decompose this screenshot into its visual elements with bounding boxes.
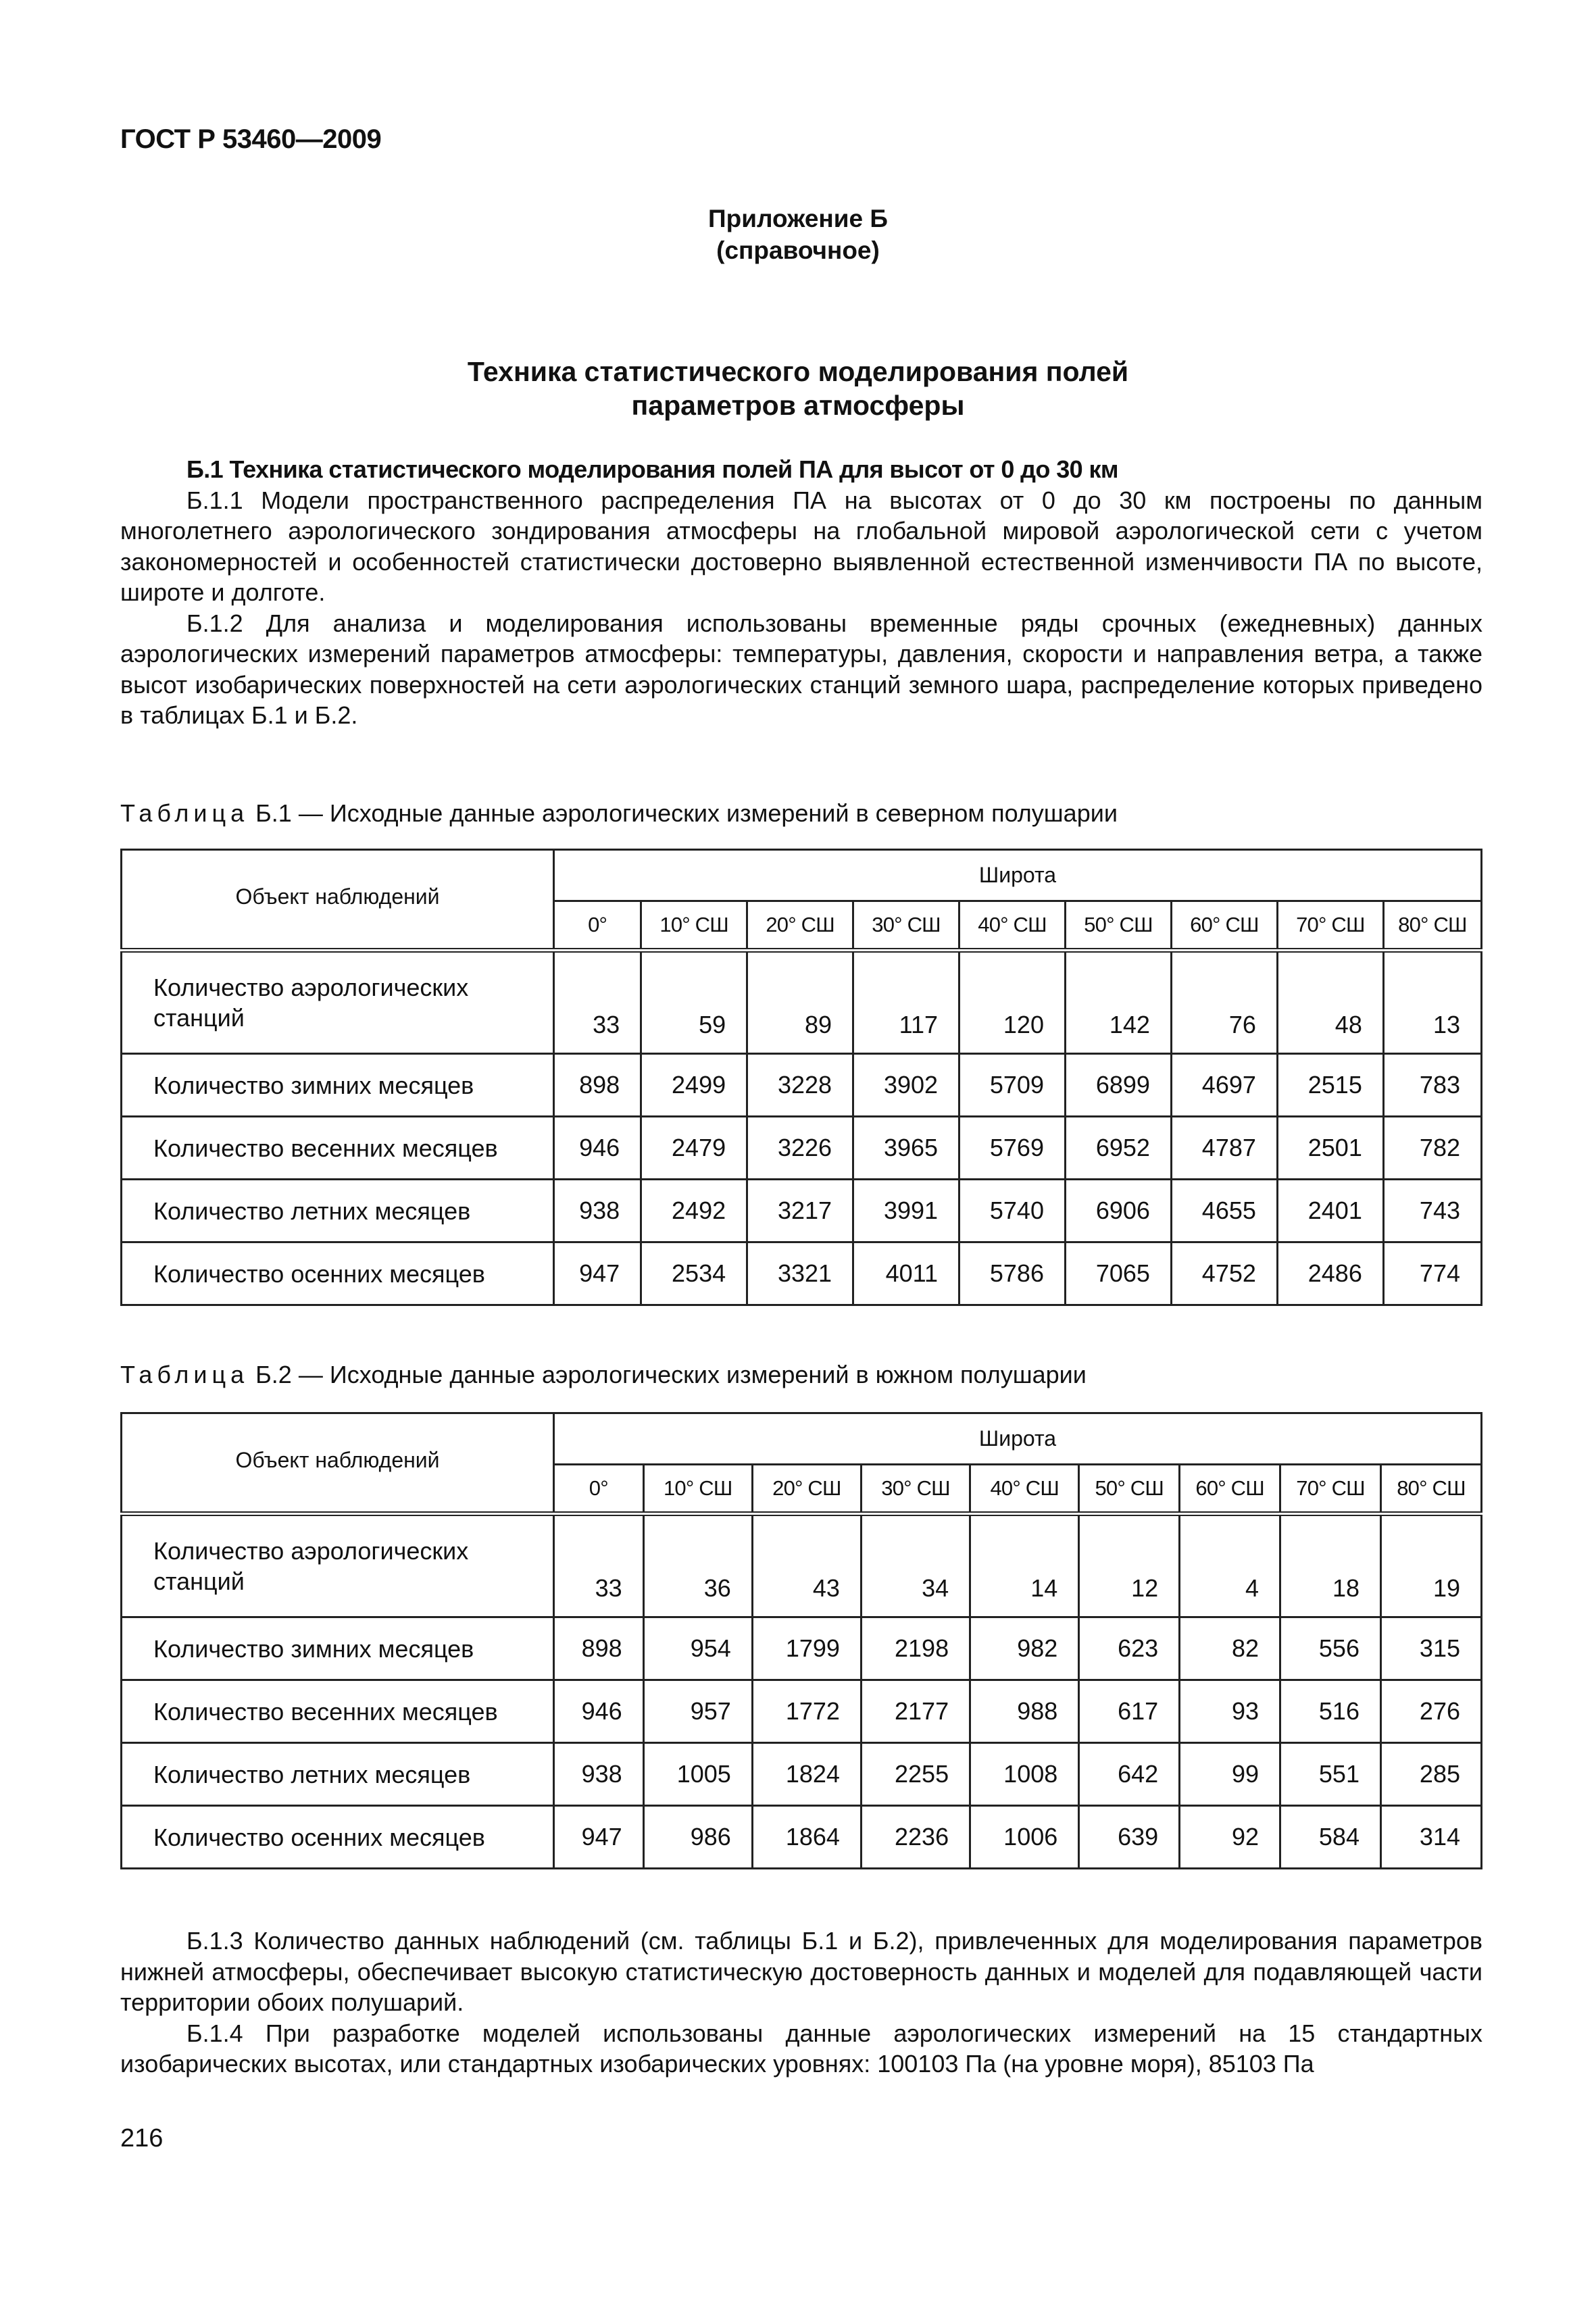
data-table-south xyxy=(120,1412,1482,1869)
row-label xyxy=(122,1514,554,1617)
latitude-header: 30° СШ xyxy=(853,901,959,951)
table-cell: 3991 xyxy=(853,1180,959,1242)
table-cell: 3228 xyxy=(747,1054,853,1117)
latitude-header: 60° СШ xyxy=(1180,1465,1280,1514)
table-cell: 3226 xyxy=(747,1117,853,1180)
table-cell: 48 xyxy=(1277,951,1383,1054)
table-cell: 743 xyxy=(1383,1180,1481,1242)
table-caption-word: Таблица xyxy=(120,1361,249,1388)
object-column-header: Объект наблюдений xyxy=(122,1413,554,1514)
table-cell: 946 xyxy=(554,1117,641,1180)
table-cell: 2479 xyxy=(641,1117,747,1180)
row-label: Количество зимних месяцев xyxy=(122,1054,554,1117)
table-cell: 314 xyxy=(1380,1806,1481,1869)
section-b1-continued xyxy=(120,1926,1482,2080)
table-cell: 4752 xyxy=(1171,1242,1277,1305)
table-cell: 988 xyxy=(970,1680,1079,1743)
data-table-north xyxy=(120,849,1482,1306)
table-cell: 142 xyxy=(1065,951,1171,1054)
table-row xyxy=(122,1514,1482,1617)
table-cell: 13 xyxy=(1383,951,1481,1054)
row-label-line: Количество аэрологических xyxy=(153,974,469,1001)
row-label-line: станций xyxy=(153,1567,245,1595)
table-cell: 33 xyxy=(554,951,641,1054)
table-caption-word: Таблица xyxy=(120,799,249,827)
table-cell: 2534 xyxy=(641,1242,747,1305)
table-cell: 82 xyxy=(1180,1617,1280,1680)
table-cell: 898 xyxy=(554,1054,641,1117)
table-cell: 99 xyxy=(1180,1743,1280,1806)
table-cell: 639 xyxy=(1079,1806,1180,1869)
table-row xyxy=(122,1806,1482,1869)
table-cell: 946 xyxy=(554,1680,644,1743)
paragraph-b1-4: Б.1.4 При разработке моделей использованы данные аэрологических измерений на 15 стандартных изобарических высотах, или стандартных изобарических уровнях: 100103 Па (на уровне моря), 85103 Па xyxy=(120,2019,1482,2078)
table-cell: 957 xyxy=(643,1680,752,1743)
table-cell: 982 xyxy=(970,1617,1079,1680)
table-cell: 1006 xyxy=(970,1806,1079,1869)
row-label: Количество зимних месяцев xyxy=(122,1617,554,1680)
row-label: Количество осенних месяцев xyxy=(122,1242,554,1305)
table-caption xyxy=(120,1360,1087,1390)
row-label: Количество весенних месяцев xyxy=(122,1680,554,1743)
table-cell: 2486 xyxy=(1277,1242,1383,1305)
row-label: Количество весенних месяцев xyxy=(122,1117,554,1180)
table-cell: 1772 xyxy=(752,1680,861,1743)
latitude-header: 50° СШ xyxy=(1079,1465,1180,1514)
table-cell: 2177 xyxy=(861,1680,970,1743)
annex-title-line-2: параметров атмосферы xyxy=(631,390,965,421)
paragraph-b1-2: Б.1.2 Для анализа и моделирования использованы временные ряды срочных (ежедневных) данных аэрологических измерений параметров атмосферы: температуры, давления, скорости и направления ветра, а также высот изобарических поверхностей на сети аэрологических станций земного шара, распределение которых приведено в таблицах Б.1 и Б.2. xyxy=(120,609,1482,729)
table-cell: 1824 xyxy=(752,1743,861,1806)
section-heading: Б.1 Техника статистического моделирования полей ПА для высот от 0 до 30 км xyxy=(186,455,1118,483)
table-cell: 7065 xyxy=(1065,1242,1171,1305)
table-cell: 954 xyxy=(643,1617,752,1680)
table-cell: 43 xyxy=(752,1514,861,1617)
table-cell: 516 xyxy=(1280,1680,1381,1743)
table-cell: 5786 xyxy=(959,1242,1066,1305)
latitude-group-header: Широта xyxy=(554,1413,1482,1465)
table-cell: 584 xyxy=(1280,1806,1381,1869)
latitude-group-header: Широта xyxy=(554,850,1482,901)
table-cell: 92 xyxy=(1180,1806,1280,1869)
row-label: Количество осенних месяцев xyxy=(122,1806,554,1869)
table-row xyxy=(122,1054,1482,1117)
table-caption-text: — Исходные данные аэрологических измерений в северном полушарии xyxy=(298,799,1118,827)
latitude-header: 40° СШ xyxy=(959,901,1066,951)
annex-label: Приложение Б xyxy=(708,205,888,232)
latitude-header: 50° СШ xyxy=(1065,901,1171,951)
table-cell: 3902 xyxy=(853,1054,959,1117)
table-cell: 938 xyxy=(554,1180,641,1242)
table-cell: 551 xyxy=(1280,1743,1381,1806)
latitude-header: 70° СШ xyxy=(1280,1465,1381,1514)
table-cell: 774 xyxy=(1383,1242,1481,1305)
table-cell: 315 xyxy=(1380,1617,1481,1680)
table-cell: 782 xyxy=(1383,1117,1481,1180)
table-cell: 117 xyxy=(853,951,959,1054)
table-cell: 3321 xyxy=(747,1242,853,1305)
page-number: 216 xyxy=(120,2124,164,2153)
table-cell: 1864 xyxy=(752,1806,861,1869)
table-cell: 1005 xyxy=(643,1743,752,1806)
latitude-header: 10° СШ xyxy=(641,901,747,951)
latitude-header: 60° СШ xyxy=(1171,901,1277,951)
table-caption-text: — Исходные данные аэрологических измерений в южном полушарии xyxy=(298,1361,1087,1388)
table-cell: 5769 xyxy=(959,1117,1066,1180)
table-cell: 12 xyxy=(1079,1514,1180,1617)
latitude-header: 20° СШ xyxy=(752,1465,861,1514)
table-cell: 36 xyxy=(643,1514,752,1617)
table-cell: 276 xyxy=(1380,1680,1481,1743)
latitude-header: 0° xyxy=(554,1465,644,1514)
table-caption xyxy=(120,799,1118,828)
table-cell: 2515 xyxy=(1277,1054,1383,1117)
table-row xyxy=(122,951,1482,1054)
table-cell: 4 xyxy=(1180,1514,1280,1617)
latitude-header: 80° СШ xyxy=(1383,901,1481,951)
table-cell: 5740 xyxy=(959,1180,1066,1242)
table-row xyxy=(122,1680,1482,1743)
table-cell: 120 xyxy=(959,951,1066,1054)
table-cell: 1799 xyxy=(752,1617,861,1680)
table-cell: 6906 xyxy=(1065,1180,1171,1242)
table-caption-number: Б.2 xyxy=(255,1361,292,1388)
table-cell: 556 xyxy=(1280,1617,1381,1680)
table-row xyxy=(122,1743,1482,1806)
table-cell: 2401 xyxy=(1277,1180,1383,1242)
section-b1 xyxy=(120,454,1482,731)
latitude-header: 40° СШ xyxy=(970,1465,1079,1514)
table-cell: 6952 xyxy=(1065,1117,1171,1180)
table-cell: 1008 xyxy=(970,1743,1079,1806)
latitude-header: 20° СШ xyxy=(747,901,853,951)
table-cell: 4011 xyxy=(853,1242,959,1305)
latitude-header: 10° СШ xyxy=(643,1465,752,1514)
annex-kind: (справочное) xyxy=(716,236,880,264)
row-label-line: станций xyxy=(153,1004,245,1032)
annex-heading xyxy=(0,203,1596,266)
table-caption-number: Б.1 xyxy=(255,799,292,827)
table-cell: 14 xyxy=(970,1514,1079,1617)
table-cell: 285 xyxy=(1380,1743,1481,1806)
annex-title-line-1: Техника статистического моделирования полей xyxy=(467,356,1129,387)
table-cell: 2492 xyxy=(641,1180,747,1242)
latitude-header: 0° xyxy=(554,901,641,951)
table-cell: 59 xyxy=(641,951,747,1054)
object-column-header: Объект наблюдений xyxy=(122,850,554,951)
table-cell: 642 xyxy=(1079,1743,1180,1806)
table-cell: 76 xyxy=(1171,951,1277,1054)
row-label xyxy=(122,951,554,1054)
table-cell: 938 xyxy=(554,1743,644,1806)
table-row xyxy=(122,1180,1482,1242)
table-cell: 6899 xyxy=(1065,1054,1171,1117)
table-cell: 89 xyxy=(747,951,853,1054)
latitude-header: 30° СШ xyxy=(861,1465,970,1514)
table-cell: 947 xyxy=(554,1806,644,1869)
table-cell: 3965 xyxy=(853,1117,959,1180)
table-cell: 898 xyxy=(554,1617,644,1680)
table-cell: 5709 xyxy=(959,1054,1066,1117)
table-cell: 93 xyxy=(1180,1680,1280,1743)
table-cell: 4787 xyxy=(1171,1117,1277,1180)
table-cell: 2236 xyxy=(861,1806,970,1869)
table-cell: 2255 xyxy=(861,1743,970,1806)
table-cell: 2499 xyxy=(641,1054,747,1117)
table-cell: 4655 xyxy=(1171,1180,1277,1242)
table-cell: 986 xyxy=(643,1806,752,1869)
table-cell: 19 xyxy=(1380,1514,1481,1617)
annex-title xyxy=(0,355,1596,422)
table-cell: 3217 xyxy=(747,1180,853,1242)
table-cell: 947 xyxy=(554,1242,641,1305)
table-cell: 617 xyxy=(1079,1680,1180,1743)
table-row xyxy=(122,1242,1482,1305)
row-label-line: Количество аэрологических xyxy=(153,1537,469,1565)
row-label: Количество летних месяцев xyxy=(122,1743,554,1806)
latitude-header: 70° СШ xyxy=(1277,901,1383,951)
table-row xyxy=(122,1617,1482,1680)
row-label: Количество летних месяцев xyxy=(122,1180,554,1242)
paragraph-b1-3: Б.1.3 Количество данных наблюдений (см. таблицы Б.1 и Б.2), привлеченных для моделирования параметров нижней атмосферы, обеспечивает высокую статистическую достоверность данных и моделей для подавляющей части территории обоих полушарий. xyxy=(120,1927,1482,2016)
table-cell: 33 xyxy=(554,1514,644,1617)
table-cell: 783 xyxy=(1383,1054,1481,1117)
paragraph-b1-1: Б.1.1 Модели пространственного распределения ПА на высотах от 0 до 30 км построены по данным многолетнего аэрологического зондирования атмосферы на глобальной мировой аэрологической сети с учетом закономерностей и особенностей статистически достоверно выявленной естественной изменчивости ПА по высоте, широте и долготе. xyxy=(120,486,1482,606)
table-cell: 2501 xyxy=(1277,1117,1383,1180)
latitude-header: 80° СШ xyxy=(1380,1465,1481,1514)
table-cell: 34 xyxy=(861,1514,970,1617)
table-cell: 623 xyxy=(1079,1617,1180,1680)
table-cell: 4697 xyxy=(1171,1054,1277,1117)
table-cell: 18 xyxy=(1280,1514,1381,1617)
table-cell: 2198 xyxy=(861,1617,970,1680)
document-id: ГОСТ Р 53460—2009 xyxy=(120,124,382,154)
table-row xyxy=(122,1117,1482,1180)
